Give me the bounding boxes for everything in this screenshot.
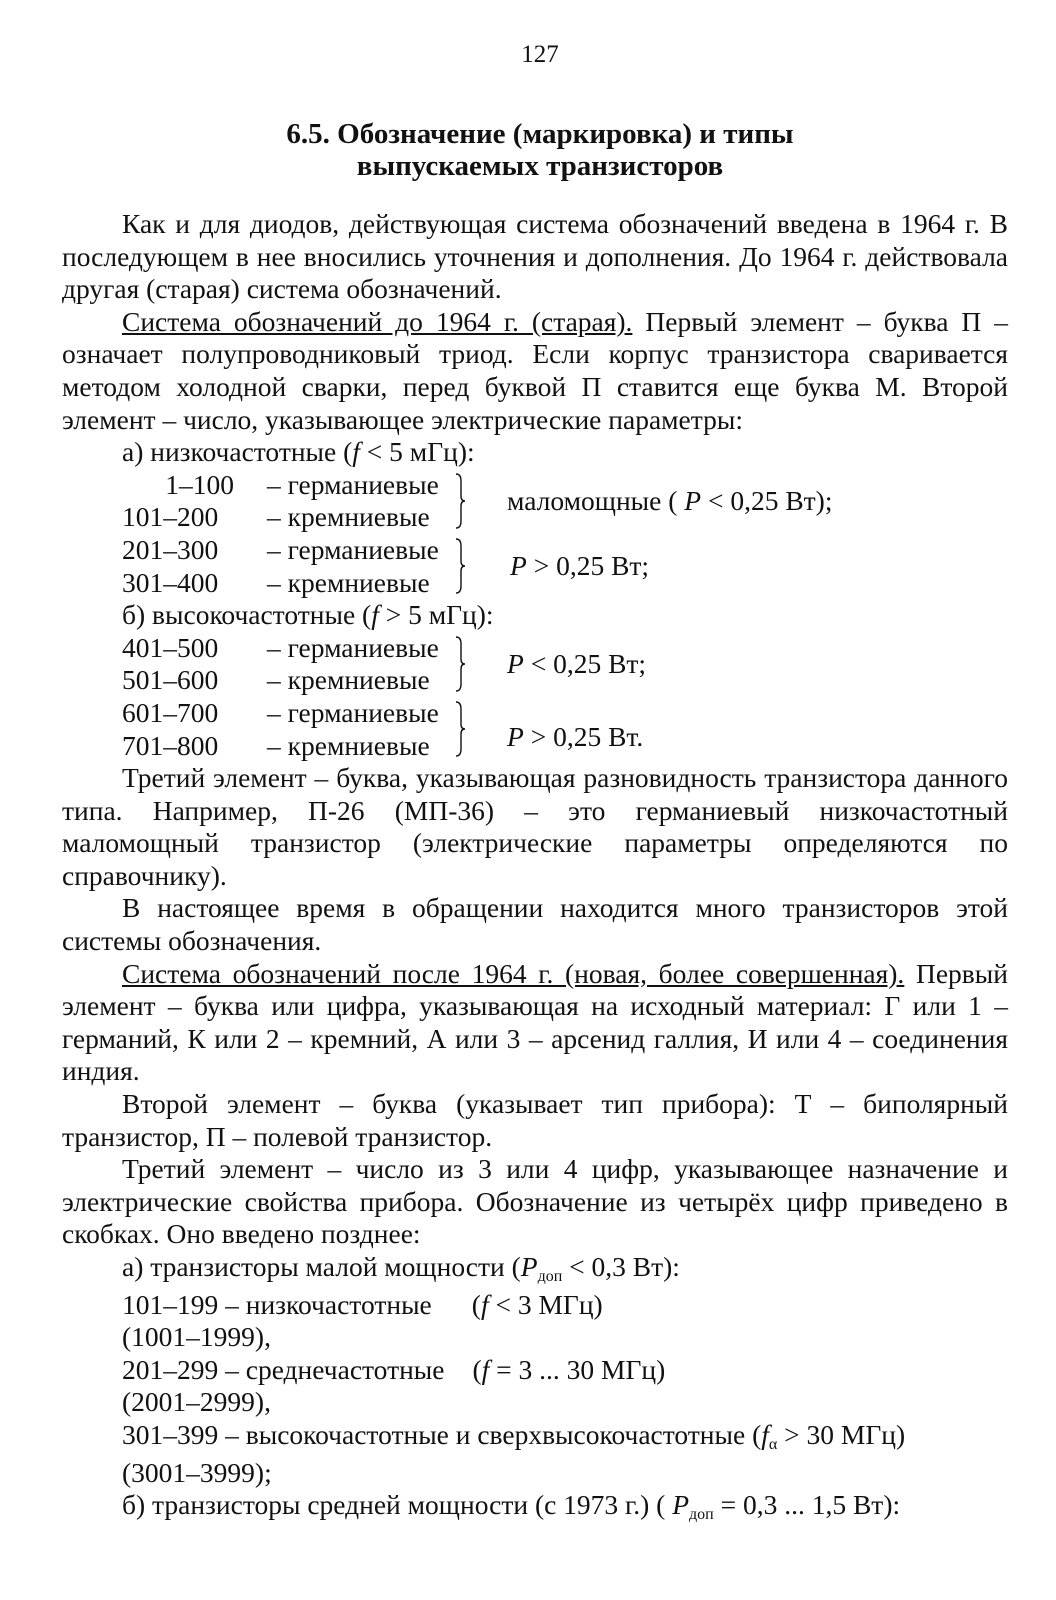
right-brace <box>455 701 465 757</box>
new-system-text: Первый элемент – буква или цифра, указывающая на исходный материал: Г или 1 – германий, К или 2 – кремний, А или 3 – арсенид галлия, И или 4 – соединения индия. <box>62 957 1008 1087</box>
right-brace <box>455 636 465 692</box>
new-system-title: Система обозначений после 1964 г. (новая, более совершенная). <box>122 957 905 989</box>
group-condition: P < 0,25 Вт; <box>507 647 647 679</box>
range-material: – кремниевые <box>267 729 430 761</box>
list-item-alt: (2001–2999), <box>122 1386 271 1418</box>
list-item: 201–299 – среднечастотные (f = 3 ... 30 МГц) <box>122 1353 666 1385</box>
range-material: – германиевые <box>267 468 439 500</box>
heading-line-1: 6.5. Обозначение (маркировка) и типы <box>286 118 794 150</box>
range-number: 201–300 <box>122 533 219 565</box>
range-number: 1–100 <box>165 468 234 500</box>
group-condition: P > 0,25 Вт. <box>507 720 644 752</box>
range-group <box>62 632 1008 697</box>
range-material: – германиевые <box>267 533 439 565</box>
range-number: 601–700 <box>122 696 219 728</box>
range-material: – кремниевые <box>267 664 430 696</box>
new-third-element-paragraph: Третий элемент – число из 3 или 4 цифр, указывающее назначение и электрические свойства прибора. Обозначение из четырёх цифр приведено в скобках. Оно введено позднее: <box>62 1153 1008 1250</box>
range-material: – германиевые <box>267 696 439 728</box>
range-material: – германиевые <box>267 631 439 663</box>
range-group <box>62 534 1008 599</box>
page-number: 127 <box>521 41 559 68</box>
range-material: – кремниевые <box>267 501 430 533</box>
medium-power-label: б) транзисторы средней мощности (с 1973 г.) ( Pдоп = 0,3 ... 1,5 Вт): <box>122 1489 901 1524</box>
range-number: 501–600 <box>122 664 219 696</box>
new-second-element-paragraph: Второй элемент – буква (указывает тип прибора): Т – биполярный транзистор, П – полевой транзистор. <box>62 1088 1008 1152</box>
low-frequency-label: а) низкочастотные (f < 5 мГц): <box>122 436 475 468</box>
range-number: 401–500 <box>122 631 219 663</box>
heading-line-2: выпускаемых транзисторов <box>356 150 724 182</box>
high-frequency-label: б) высокочастотные (f > 5 мГц): <box>122 599 494 631</box>
range-number: 301–400 <box>122 566 219 598</box>
old-system-title: Система обозначений до 1964 г. (старая). <box>122 305 633 337</box>
list-item-alt: (3001–3999); <box>122 1456 272 1488</box>
section-heading <box>72 118 1008 182</box>
current-usage-paragraph: В настоящее время в обращении находится много транзисторов этой системы обозначения. <box>62 892 1008 957</box>
group-condition: маломощные ( P < 0,25 Вт); <box>507 484 833 516</box>
list-item-alt: (1001–1999), <box>122 1321 271 1353</box>
old-system-paragraph <box>62 306 1008 436</box>
range-group <box>62 469 1008 534</box>
right-brace <box>455 473 465 529</box>
old-system-text: Первый элемент – буква П – означает полупроводниковый триод. Если корпус транзистора сваривается методом холодной сварки, перед буквой П ставится еще буква М. Второй элемент – число, указывающее электрические параметры: <box>62 305 1008 435</box>
range-material: – кремниевые <box>267 566 430 598</box>
intro-paragraph: Как и для диодов, действующая система обозначений введена в 1964 г. В последующем в нее вносились уточнения и дополнения. До 1964 г. действовала другая (старая) система обозначений. <box>62 208 1008 305</box>
group-condition: P > 0,25 Вт; <box>510 549 650 581</box>
book-page <box>62 40 1008 1527</box>
old-third-element-paragraph: Третий элемент – буква, указывающая разновидность транзистора данного типа. Например, П-26 (МП-36) – это германиевый низкочастотный маломощный транзистор (электрические параметры определяются по справочнику). <box>62 762 1008 891</box>
new-system-paragraph <box>62 958 1008 1088</box>
list-item: 101–199 – низкочастотные (f < 3 МГц) <box>122 1288 603 1320</box>
range-number: 101–200 <box>122 501 219 533</box>
list-item: 301–399 – высокочастотные и сверхвысокочастотные (fα > 30 МГц) <box>122 1418 906 1453</box>
right-brace <box>455 538 465 594</box>
small-power-label: а) транзисторы малой мощности (Pдоп < 0,3 Вт): <box>122 1251 680 1285</box>
range-group <box>62 697 1008 762</box>
range-number: 701–800 <box>122 729 219 761</box>
